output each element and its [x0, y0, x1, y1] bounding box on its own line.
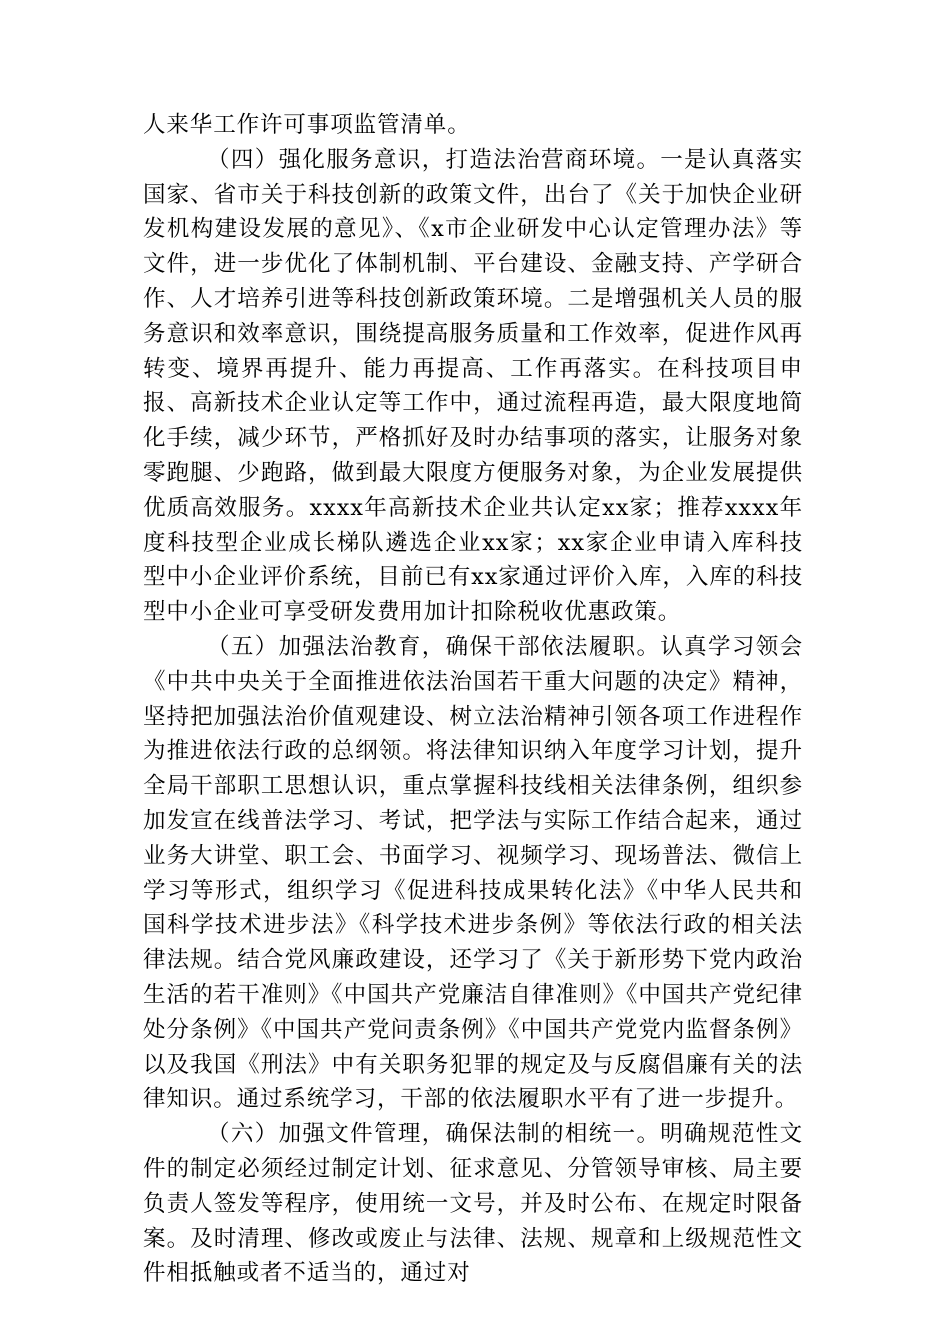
paragraph-continuation: 人来华工作许可事项监管清单。: [143, 112, 471, 138]
paragraph-section-4: （四）强化服务意识，打造法治营商环境。一是认真落实国家、省市关于科技创新的政策文件，出台了《关于加快企业研发机构建设发展的意见》、《x市企业研发中心认定管理办法》等文件，进一步优化了体制机制、平台建设、金融支持、产学研合作、人才培养引进等科技创新政策环境。二是增强机关人员的服务意识和效率意识，围绕提高服务质量和工作效率，促进作风再转变、境界再提升、能力再提高、工作再落实。在科技项目申报、高新技术企业认定等工作中，通过流程再造，最大限度地简化手续，减少环节，严格抓好及时办结事项的落实，让服务对象零跑腿、少跑路，做到最大限度方便服务对象，为企业发展提供优质高效服务。xxxx年高新技术企业共认定xx家；推荐xxxx年度科技型企业成长梯队遴选企业xx家；xx家企业申请入库科技型中小企业评价系统，目前已有xx家通过评价入库，入库的科技型中小企业可享受研发费用加计扣除税收优惠政策。: [143, 146, 803, 626]
paragraph-section-6: （六）加强文件管理，确保法制的相统一。明确规范性文件的制定必须经过制定计划、征求意见、分管领导审核、局主要负责人签发等程序，使用统一文号，并及时公布、在规定时限备案。及时清理、修改或废止与法律、法规、规章和上级规范性文件相抵触或者不适当的，通过对: [143, 1121, 803, 1287]
paragraph-section-5: （五）加强法治教育，确保干部依法履职。认真学习领会《中共中央关于全面推进依法治国若干重大问题的决定》精神，坚持把加强法治价值观建设、树立法治精神引领各项工作进程作为推进依法行政的总纲领。将法律知识纳入年度学习计划，提升全局干部职工思想认识，重点掌握科技线相关法律条例，组织参加发宣在线普法学习、考试，把学法与实际工作结合起来，通过业务大讲堂、职工会、书面学习、视频学习、现场普法、微信上学习等形式，组织学习《促进科技成果转化法》《中华人民共和国科学技术进步法》《科学技术进步条例》等依法行政的相关法律法规。结合党风廉政建设，还学习了《关于新形势下党内政治生活的若干准则》《中国共产党廉洁自律准则》《中国共产党纪律处分条例》《中国共产党问责条例》《中国共产党党内监督条例》以及我国《刑法》中有关职务犯罪的规定及与反腐倡廉有关的法律知识。通过系统学习，干部的依法履职水平有了进一步提升。: [143, 633, 803, 1113]
document-body: [143, 108, 803, 1291]
